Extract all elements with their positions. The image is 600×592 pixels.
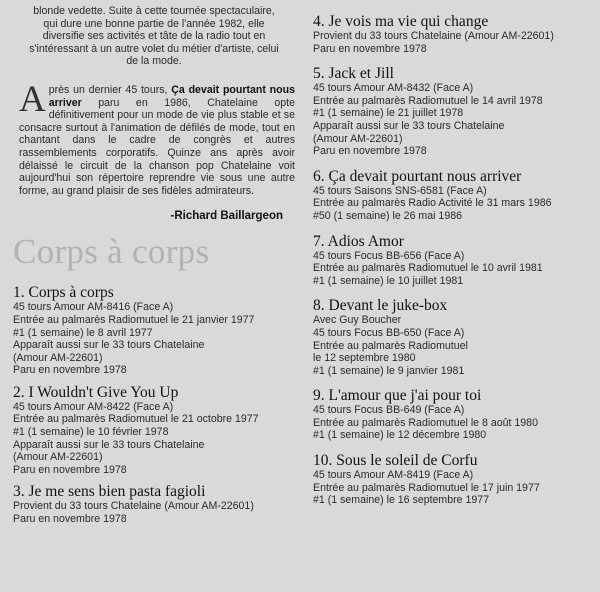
track-title: 3. Je me sens bien pasta fagioli: [13, 483, 206, 501]
track-detail-line: (Amour AM-22601): [13, 451, 103, 464]
bio-song-title: Ça devait pourtant nous arriver: [48, 83, 295, 109]
track-detail-line: 45 tours Focus BB-650 (Face A): [313, 326, 465, 339]
track-detail-line: 45 tours Amour AM-8432 (Face A): [313, 82, 474, 95]
track-detail-line: Entrée au palmarès Radiomutuel le 21 octobre 1977: [13, 413, 259, 426]
track-detail-line: #1 (1 semaine) le 21 juillet 1978: [313, 107, 464, 120]
bio-main-paragraph: [19, 78, 295, 197]
track-detail-line: Entrée au palmarès Radiomutuel le 21 janvier 1977: [13, 313, 255, 326]
drop-cap: A: [19, 78, 46, 120]
bio-para-rest: paru en 1986, Chatelaine opte définitivement pour un mode de vie plus stable et se consacre surtout à l'animation de défilés de mode, tout en chantant dans le cadre de congrès et autres rassemblements corporatifs. Quinze ans après avoir délaissé le circuit de la chanson pop Chatelaine voit aujourd'hui son répertoire reprendre vie sous une autre forme, au grand plaisir de ses fidèles admirateurs.: [19, 96, 295, 197]
track-entry: [13, 284, 295, 377]
track-detail-line: 45 tours Focus BB-649 (Face A): [313, 404, 465, 417]
bio-para-start: près un dernier 45 tours,: [48, 83, 172, 96]
track-detail-line: Entrée au palmarès Radiomutuel le 8 août 1980: [313, 416, 538, 429]
track-detail-line: Paru en novembre 1978: [313, 145, 427, 158]
bio-top-line: de la mode.: [126, 55, 182, 68]
track-detail-line: #1 (1 semaine) le 12 décembre 1980: [313, 429, 487, 442]
author-signature: -Richard Baillargeon: [170, 210, 283, 223]
track-entry: [313, 65, 593, 158]
track-list-left: [13, 284, 295, 525]
track-title: 5. Jack et Jill: [313, 65, 394, 83]
track-detail-line: #50 (1 semaine) le 26 mai 1986: [313, 209, 462, 222]
track-detail-line: 45 tours Amour AM-8416 (Face A): [13, 301, 174, 314]
bio-top-line: qui dure une bonne partie de l'année 1982, elle: [43, 17, 265, 30]
track-detail-line: Entrée au palmarès Radiomutuel: [313, 339, 468, 352]
track-detail-line: 45 tours Amour AM-8419 (Face A): [313, 469, 474, 482]
track-entry: [313, 13, 593, 55]
bio-top-line: diversifie ses activités et tâte de la radio tout en: [42, 30, 266, 43]
bio-top-line: s'intéressant à un autre volet du métier d'artiste, celui: [29, 42, 279, 55]
track-detail-line: Provient du 33 tours Chatelaine (Amour AM-22601): [313, 30, 554, 42]
track-entry: [313, 297, 593, 377]
track-entry: [313, 168, 593, 223]
track-detail-line: Apparaît aussi sur le 33 tours Chatelaine: [13, 438, 205, 451]
track-title: 4. Je vois ma vie qui change: [313, 13, 489, 30]
track-title: 9. L'amour que j'ai pour toi: [313, 387, 482, 405]
track-detail-line: Paru en novembre 1978: [313, 42, 427, 55]
track-entry: [13, 483, 295, 525]
track-detail-line: 45 tours Saisons SNS-6581 (Face A): [313, 184, 487, 197]
track-detail-line: (Amour AM-22601): [313, 132, 403, 145]
track-detail-line: Entrée au palmarès Radiomutuel le 14 avril 1978: [313, 94, 543, 107]
track-detail-line: (Amour AM-22601): [13, 351, 103, 364]
track-title: 8. Devant le juke-box: [313, 297, 448, 315]
track-detail-line: Provient du 33 tours Chatelaine (Amour AM-22601): [13, 500, 254, 513]
track-title: 6. Ça devait pourtant nous arriver: [313, 167, 522, 185]
track-detail-line: Apparaît aussi sur le 33 tours Chatelaine: [313, 119, 505, 132]
left-column: [13, 0, 295, 533]
track-detail-line: #1 (1 semaine) le 8 avril 1977: [13, 326, 153, 339]
track-entry: [313, 452, 593, 507]
track-detail-line: Paru en novembre 1978: [13, 463, 127, 476]
track-detail-line: 45 tours Focus BB-656 (Face A): [313, 249, 465, 262]
track-detail-line: #1 (1 semaine) le 9 janvier 1981: [313, 364, 465, 377]
track-detail-line: #1 (1 semaine) le 10 juillet 1981: [313, 274, 464, 287]
track-detail-line: Paru en novembre 1978: [13, 364, 127, 377]
track-title: 7. Adios Amor: [313, 232, 404, 250]
track-title: 10. Sous le soleil de Corfu: [313, 452, 478, 470]
track-entry: [313, 233, 593, 288]
bio-top-paragraph: [13, 5, 295, 68]
track-detail-line: 45 tours Amour AM-8422 (Face A): [13, 400, 174, 413]
track-detail-line: Apparaît aussi sur le 33 tours Chatelaine: [13, 339, 205, 352]
track-detail-line: Entrée au palmarès Radiomutuel le 17 juin 1977: [313, 481, 540, 494]
right-column: [313, 0, 593, 517]
track-entry: [313, 387, 593, 442]
track-detail-line: Entrée au palmarès Radio Activité le 31 mars 1986: [313, 197, 552, 210]
track-detail-line: le 12 septembre 1980: [313, 352, 416, 365]
track-list-right: [313, 13, 593, 507]
track-detail-line: Entrée au palmarès Radiomutuel le 10 avril 1981: [313, 262, 543, 275]
section-title: Corps à corps: [13, 232, 210, 272]
track-detail-line: Avec Guy Boucher: [313, 314, 402, 327]
track-detail-line: #1 (1 semaine) le 10 février 1978: [13, 426, 169, 439]
track-detail-line: Paru en novembre 1978: [13, 513, 127, 526]
track-title: 2. I Wouldn't Give You Up: [13, 383, 179, 401]
track-detail-line: #1 (1 semaine) le 16 septembre 1977: [313, 494, 490, 507]
track-title: 1. Corps à corps: [13, 284, 114, 302]
bio-top-line: blonde vedette. Suite à cette tournée spectaculaire,: [33, 5, 275, 17]
track-entry: [13, 384, 295, 477]
